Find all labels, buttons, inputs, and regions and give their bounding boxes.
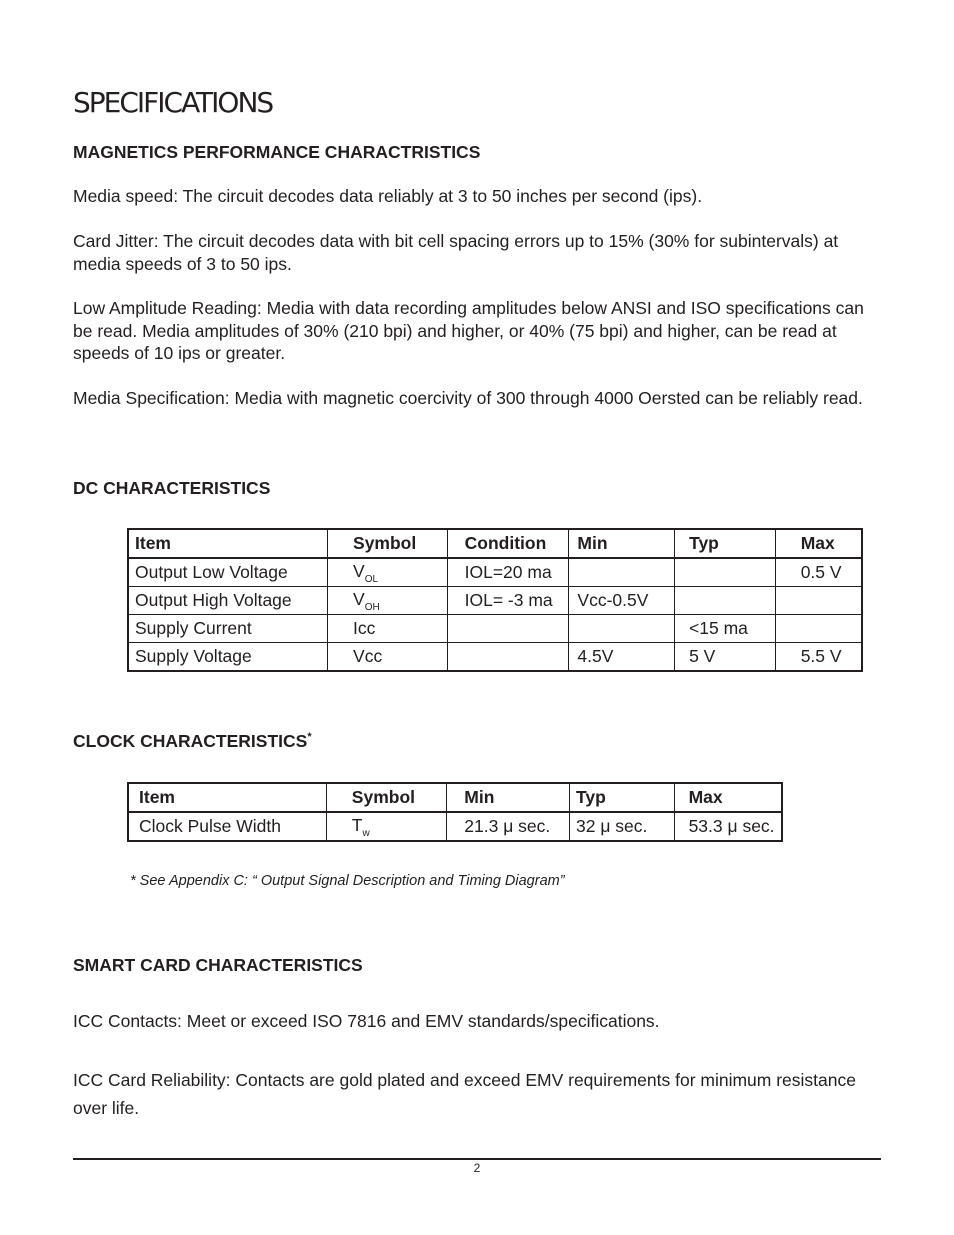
icc-reliability-paragraph: ICC Card Reliability: Contacts are gold plated and exceed EMV requirements for minimum resistance over life. [73,1070,856,1118]
min-cell: Vcc-0.5V [569,587,675,615]
max-cell: 53.3 μ sec. [674,812,782,841]
footnote-marker: * [307,731,312,743]
symbol-subscript: w [362,827,370,839]
item-cell: Clock Pulse Width [128,812,326,841]
symbol-cell [328,587,448,615]
max-cell [775,615,862,643]
smart-card-heading: SMART CARD CHARACTERISTICS [73,955,363,975]
symbol-text: V [353,560,365,581]
header-cell: Max [775,529,862,558]
table-header-row [128,783,782,812]
symbol-subscript: OH [364,601,380,613]
symbol-text: Vcc [353,646,383,666]
footer-divider [73,1158,881,1160]
condition-cell: IOL=20 ma [447,558,569,587]
header-cell: Min [447,783,570,812]
header-cell: Condition [447,529,569,558]
symbol-text: V [353,588,365,609]
clock-characteristics-table [127,782,783,842]
appendix-footnote: * See Appendix C: “ Output Signal Description and Timing Diagram” [130,873,565,889]
table-row [128,812,782,841]
header-cell: Symbol [328,529,448,558]
min-cell: 4.5V [569,643,675,672]
clock-heading [73,731,312,752]
typ-cell: 32 μ sec. [570,812,675,841]
item-cell: Output High Voltage [128,587,328,615]
condition-cell [447,643,569,672]
header-cell: Item [128,529,328,558]
table-row [128,558,862,587]
max-cell [775,587,862,615]
header-cell: Typ [570,783,675,812]
item-cell: Output Low Voltage [128,558,328,587]
table-header-row [128,529,862,558]
header-cell: Min [569,529,675,558]
item-cell: Supply Current [128,615,328,643]
dc-heading: DC CHARACTERISTICS [73,478,271,498]
clock-heading-text: CLOCK CHARACTERISTICS [73,731,308,751]
symbol-cell [328,643,448,672]
symbol-text: T [351,814,363,835]
symbol-cell [326,812,447,841]
page-number: 2 [473,1161,481,1175]
symbol-subscript: OL [364,573,379,585]
min-cell [569,615,675,643]
low-amplitude-paragraph: Low Amplitude Reading: Media with data recording amplitudes below ANSI and ISO specifications can be read. Media amplitudes of 30% (210 bpi) and higher, or 40% (75 bpi) and higher, can be read at speeds of 10 ips or greater. [73,298,864,363]
magnetics-heading: MAGNETICS PERFORMANCE CHARACTRISTICS [73,142,481,162]
media-speed-paragraph: Media speed: The circuit decodes data reliably at 3 to 50 inches per second (ips). [73,186,703,206]
typ-cell: 5 V [675,643,776,672]
media-specification-paragraph: Media Specification: Media with magnetic coercivity of 300 through 4000 Oersted can be reliably read. [73,388,863,408]
header-cell: Max [674,783,782,812]
item-cell: Supply Voltage [128,643,328,672]
header-cell: Item [128,783,326,812]
max-cell: 5.5 V [775,643,862,672]
symbol-cell [328,615,448,643]
typ-cell: <15 ma [675,615,776,643]
typ-cell [675,587,776,615]
page-title: SPECIFICATIONS [73,86,273,119]
icc-contacts-paragraph: ICC Contacts: Meet or exceed ISO 7816 and EMV standards/specifications. [73,1011,660,1031]
symbol-text: Icc [353,618,376,638]
min-cell [569,558,675,587]
condition-cell [447,615,569,643]
table-row [128,615,862,643]
header-cell: Symbol [326,783,447,812]
min-cell: 21.3 μ sec. [447,812,570,841]
dc-characteristics-table [127,528,863,672]
typ-cell [675,558,776,587]
table-row [128,643,862,672]
symbol-cell [328,558,448,587]
header-cell: Typ [675,529,776,558]
table-row [128,587,862,615]
card-jitter-paragraph: Card Jitter: The circuit decodes data with bit cell spacing errors up to 15% (30% for subintervals) at media speeds of 3 to 50 ips. [73,231,839,274]
condition-cell: IOL= -3 ma [447,587,569,615]
max-cell: 0.5 V [775,558,862,587]
